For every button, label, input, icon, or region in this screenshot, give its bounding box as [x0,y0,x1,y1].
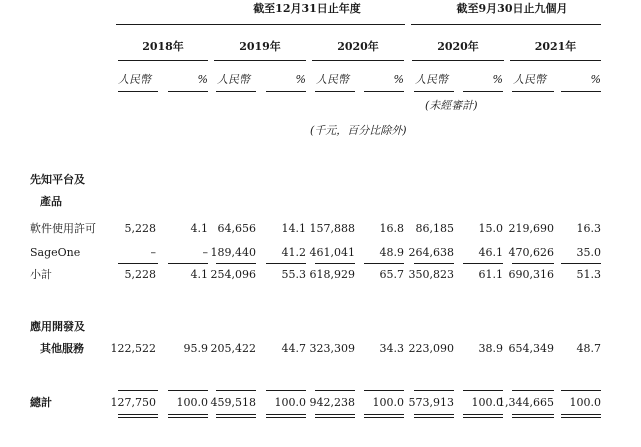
table-cell: 48.7 [576,342,601,355]
table-cell: 470,626 [508,246,554,259]
currency-header-2019: 人民幣 [217,73,250,86]
table-cell: 573,913 [408,396,454,409]
table-cell: 46.1 [478,246,503,259]
table-cell: 64,656 [217,222,256,235]
sub-rule [463,91,503,92]
subtotal-rule [216,263,256,264]
group-rule-year [116,24,405,25]
unaudited-note: (未經審計) [425,99,478,112]
year-header-2019: 2019年 [239,40,281,53]
table-cell: 86,185 [415,222,454,235]
year-rule-2019 [214,60,306,61]
table-cell: 254,096 [210,268,256,281]
year-rule-2020 [312,60,404,61]
total-double-rule [364,414,404,418]
table-cell: 350,823 [408,268,454,281]
subtotal-rule [168,263,208,264]
section-title: 應用開發及 [30,320,85,333]
sub-rule [118,91,158,92]
total-rule [364,390,404,391]
year-header-2018: 2018年 [142,40,184,53]
sub-rule [168,91,208,92]
table-cell: 34.3 [379,342,404,355]
table-cell: 44.7 [281,342,306,355]
table-cell: 323,309 [309,342,355,355]
table-cell: 205,422 [210,342,256,355]
table-cell: 14.1 [281,222,306,235]
table-cell: 942,238 [309,396,355,409]
group-rule-ninemonth [411,24,601,25]
subtotal-rule [364,263,404,264]
table-cell: 122,522 [110,342,156,355]
row-label: 軟件使用許可 [30,222,96,235]
row-label: SageOne [30,246,81,259]
table-cell: 4.1 [190,222,208,235]
table-cell: 100.0 [274,396,306,409]
percent-header-2020-nine: % [492,73,503,86]
table-cell: 654,349 [508,342,554,355]
table-cell: 41.2 [281,246,306,259]
table-cell: 223,090 [408,342,454,355]
section-title: 產品 [40,195,62,208]
subtotal-rule [315,263,355,264]
sub-rule [561,91,601,92]
table-cell: – [150,246,156,259]
table-cell: 157,888 [309,222,355,235]
table-cell: 5,228 [124,268,156,281]
sub-rule [414,91,454,92]
table-cell: 100.0 [372,396,404,409]
table-cell: 65.7 [379,268,404,281]
table-cell: 55.3 [281,268,306,281]
total-rule [266,390,306,391]
year-header-2020-nine: 2020年 [437,40,479,53]
table-cell: 100.0 [471,396,503,409]
table-cell: 690,316 [508,268,554,281]
row-label: 其他服務 [40,342,84,355]
year-rule-2018 [118,60,208,61]
total-double-rule [315,414,355,418]
table-cell: 459,518 [210,396,256,409]
currency-header-2020-nine: 人民幣 [415,73,448,86]
year-header-2020: 2020年 [337,40,379,53]
percent-header-2021: % [590,73,601,86]
table-cell: 51.3 [576,268,601,281]
total-double-rule [414,414,454,418]
sub-rule [216,91,256,92]
sub-rule [315,91,355,92]
table-cell: 16.8 [379,222,404,235]
total-rule [463,390,503,391]
table-cell: 461,041 [309,246,355,259]
subtotal-rule [512,263,554,264]
subtotal-rule [266,263,306,264]
subtotal-rule [561,263,601,264]
unit-note: (千元，百分比除外) [310,124,407,137]
total-rule [315,390,355,391]
subtotal-rule [414,263,454,264]
percent-header-2019: % [295,73,306,86]
table-cell: 100.0 [569,396,601,409]
table-cell: 16.3 [576,222,601,235]
subtotal-rule [463,263,503,264]
total-rule [168,390,208,391]
table-cell: 35.0 [576,246,601,259]
table-cell: 618,929 [309,268,355,281]
total-double-rule [118,414,158,418]
currency-header-2021: 人民幣 [513,73,546,86]
section-title: 先知平台及 [30,173,85,186]
total-rule [216,390,256,391]
table-cell: 4.1 [190,268,208,281]
total-double-rule [561,414,601,418]
year-rule-2021 [510,60,601,61]
table-cell: 61.1 [478,268,503,281]
table-cell: 38.9 [478,342,503,355]
total-double-rule [168,414,208,418]
table-cell: 5,228 [124,222,156,235]
table-cell: 48.9 [379,246,404,259]
group-header-ninemonth: 截至9月30日止九個月 [456,2,568,15]
table-cell: – [202,246,208,259]
sub-rule [364,91,404,92]
row-label: 小計 [30,268,52,281]
table-cell: 15.0 [478,222,503,235]
table-cell: 219,690 [508,222,554,235]
table-cell: 264,638 [408,246,454,259]
percent-header-2020: % [393,73,404,86]
table-cell: 189,440 [210,246,256,259]
total-double-rule [216,414,256,418]
sub-rule [266,91,306,92]
sub-rule [512,91,554,92]
percent-header-2018: % [197,73,208,86]
total-double-rule [512,414,554,418]
total-double-rule [463,414,503,418]
total-rule [118,390,158,391]
total-double-rule [266,414,306,418]
table-cell: 95.9 [183,342,208,355]
year-header-2021: 2021年 [534,40,577,53]
table-cell: 127,750 [110,396,156,409]
group-header-year: 截至12月31日止年度 [253,2,361,15]
currency-header-2020: 人民幣 [316,73,349,86]
subtotal-rule [118,263,158,264]
table-cell: 1,344,665 [498,396,554,409]
total-rule [561,390,601,391]
table-cell: 100.0 [176,396,208,409]
currency-header-2018: 人民幣 [118,73,151,86]
row-label: 總計 [30,396,52,409]
year-rule-2020-nine [412,60,504,61]
total-rule [414,390,454,391]
total-rule [512,390,554,391]
